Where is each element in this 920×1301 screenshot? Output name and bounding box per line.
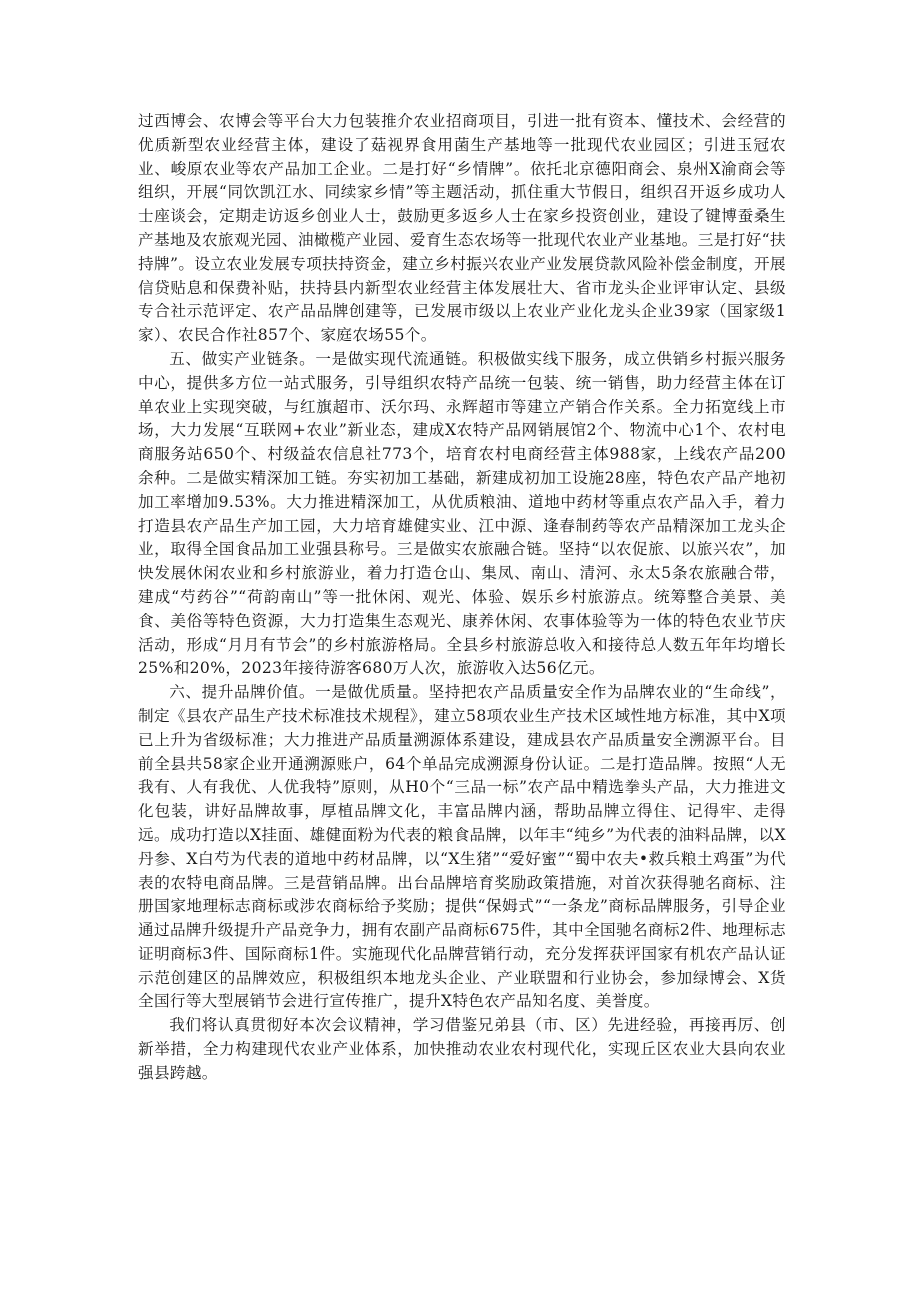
paragraph-conclusion: 我们将认真贯彻好本次会议精神，学习借鉴兄弟县（市、区）先进经验，再接再厉、创新举措，全力构建现代农业产业体系，加快推动农业农村现代化，实现丘区农业大县向农业强县跨越。 — [138, 1016, 786, 1082]
paragraph-industry-chain: 五、做实产业链条。一是做实现代流通链。积极做实线下服务，成立供销乡村振兴服务中心，提供多方位一站式服务，引导组织农特产品统一包装、统一销售，助力经营主体在订单农业上实现突破，与红旗超市、沃尔玛、永辉超市等建立产销合作关系。全力拓宽线上市场，大力发展“互联网+农业”新业态，建成X农特产品网销展馆2个、物流中心1个、农村电商服务站650个、村级益农信息社773个，培育农村电商经营主体988家，上线农产品200余种。二是做实精深加工链。夯实初加工基础，新建成初加工设施28座，特色农产品产地初加工率增加9.53%。大力推进精深加工，从优质粮油、道地中药材等重点农产品入手，着力打造县农产品生产加工园，大力培育雄健实业、江中源、逢春制药等农产品精深加工龙头企业，取得全国食品加工业强县称号。三是做实农旅融合链。坚持“以农促旅、以旅兴农”，加快发展休闲农业和乡村旅游业，着力打造仓山、集凤、南山、清河、永太5条农旅融合带，建成“芍药谷”“荷韵南山”等一批休闲、观光、体验、娱乐乡村旅游点。统筹整合美景、美食、美俗等特色资源，大力打造集生态观光、康养休闲、农事体验等为一体的特色农业节庆活动，形成“月月有节会”的乡村旅游格局。全县乡村旅游总收入和接待总人数五年年均增长25%和20%，2023年接待游客680万人次，旅游收入达56亿元。 — [138, 349, 786, 678]
paragraph-continuation: 过西博会、农博会等平台大力包装推介农业招商项目，引进一批有资本、懂技术、会经营的优质新型农业经营主体，建设了菇视界食用菌生产基地等一批现代农业园区；引进玉冠农业、峻原农业等农产品加工企业。二是打好“乡情牌”。依托北京德阳商会、泉州X渝商会等组织，开展“同饮凯江水、同续家乡情”等主题活动，抓住重大节假日，组织召开返乡成功人士座谈会，定期走访返乡创业人士，鼓励更多返乡人士在家乡投资创业，建设了键博蚕桑生产基地及农旅观光园、油橄榄产业园、爱育生态农场等一批现代农业产业基地。三是打好“扶持牌”。设立农业发展专项扶持资金，建立乡村振兴农业产业发展贷款风险补偿金制度，开展信贷贴息和保费补贴，扶持县内新型农业经营主体发展壮大、省市龙头企业评审认定、县级专合社示范评定、农产品品牌创建等，已发展市级以上农业产业化龙头企业39家（国家级1家）、农民合作社857个、家庭农场55个。 — [138, 112, 786, 345]
document-body — [138, 110, 786, 1086]
paragraph-brand-value: 六、提升品牌价值。一是做优质量。坚持把农产品质量安全作为品牌农业的“生命线”，制定《县农产品生产技术标准技术规程》，建立58项农业生产技术区域性地方标准，其中X项已上升为省级标准；大力推进产品质量溯源体系建设，建成县农产品质量安全溯源平台。目前全县共58家企业开通溯源账户，64个单品完成溯源身份认证。二是打造品牌。按照“人无我有、人有我优、人优我特”原则，从H0个“三品一标”农产品中精选拳头产品，大力推进文化包装，讲好品牌故事，厚植品牌文化，丰富品牌内涵，帮助品牌立得住、记得牢、走得远。成功打造以X挂面、雄健面粉为代表的粮食品牌，以年丰“纯乡”为代表的油料品牌，以X丹参、X白芍为代表的道地中药材品牌，以“X生猪”“爱好蜜”“蜀中农夫•救兵粮土鸡蛋”为代表的农特电商品牌。三是营销品牌。出台品牌培育奖励政策措施，对首次获得驰名商标、注册国家地理标志商标或涉农商标给予奖励；提供“保姆式”“一条龙”商标品牌服务，引导企业通过品牌升级提升产品竞争力，拥有农副产品商标675件，其中全国驰名商标2件、地理标志证明商标3件、国际商标1件。实施现代化品牌营销行动，充分发挥获评国家有机农产品认证示范创建区的品牌效应，积极组织本地龙头企业、产业联盟和行业协会，参加绿博会、X货全国行等大型展销节会进行宣传推广，提升X特色农产品知名度、美誉度。 — [138, 683, 786, 1011]
